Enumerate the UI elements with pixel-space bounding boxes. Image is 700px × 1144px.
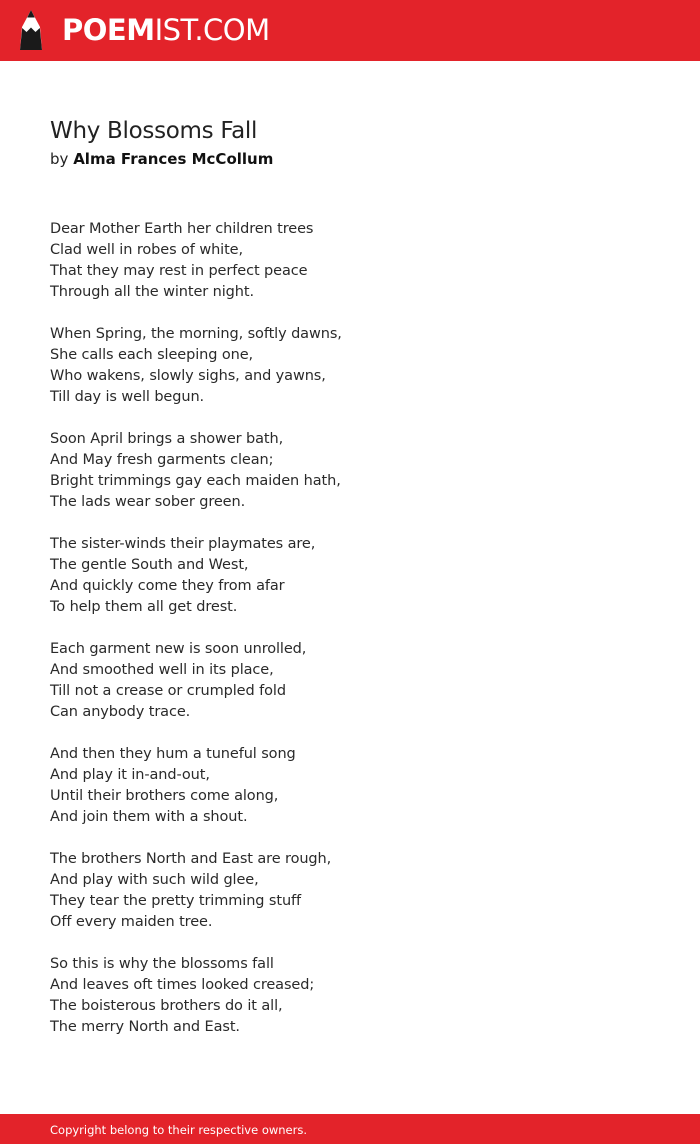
poem-line: When Spring, the morning, softly dawns, — [50, 326, 342, 342]
byline-prefix: by — [50, 150, 69, 168]
poem-title: Why Blossoms Fall — [50, 118, 258, 144]
poem-line: And play with such wild glee, — [50, 872, 259, 888]
poem-line: Until their brothers come along, — [50, 788, 279, 804]
stanza — [50, 639, 650, 723]
stanza — [50, 954, 650, 1038]
poem-line: The sister-winds their playmates are, — [50, 536, 316, 552]
pencil-tip-icon[interactable] — [18, 10, 44, 52]
poem-line: And May fresh garments clean; — [50, 452, 274, 468]
poem-line: And smoothed well in its place, — [50, 662, 274, 678]
poem-line: Till not a crease or crumpled fold — [50, 683, 286, 699]
poem-line: Who wakens, slowly sighs, and yawns, — [50, 368, 326, 384]
byline — [50, 147, 650, 171]
poem-line: And play it in-and-out, — [50, 767, 210, 783]
poem-line: And join them with a shout. — [50, 809, 248, 825]
stanza — [50, 324, 650, 408]
author-name: Alma Frances McCollum — [73, 150, 274, 168]
poem-line: That they may rest in perfect peace — [50, 263, 308, 279]
poem-line: And quickly come they from afar — [50, 578, 285, 594]
poem-line: Dear Mother Earth her children trees — [50, 221, 314, 237]
poem-line: And then they hum a tuneful song — [50, 746, 296, 762]
poem-line: Bright trimmings gay each maiden hath, — [50, 473, 341, 489]
poem-line: The brothers North and East are rough, — [50, 851, 332, 867]
poem-line: Off every maiden tree. — [50, 914, 213, 930]
stanza — [50, 219, 650, 303]
poem-line: Can anybody trace. — [50, 704, 191, 720]
poem-line: She calls each sleeping one, — [50, 347, 254, 363]
poem-line: The boisterous brothers do it all, — [50, 998, 283, 1014]
poem-line: Each garment new is soon unrolled, — [50, 641, 307, 657]
logo-text-bold: POEM — [62, 13, 155, 47]
poem-line: The gentle South and West, — [50, 557, 249, 573]
poem-line: To help them all get drest. — [50, 599, 238, 615]
poem-line: And leaves oft times looked creased; — [50, 977, 315, 993]
poem-line: So this is why the blossoms fall — [50, 956, 274, 972]
poem-line: The merry North and East. — [50, 1019, 240, 1035]
poem-line: Through all the winter night. — [50, 284, 254, 300]
stanza — [50, 849, 650, 933]
poem-heading — [50, 115, 650, 171]
poem-line: Till day is well begun. — [50, 389, 205, 405]
stanza — [50, 534, 650, 618]
stanza — [50, 744, 650, 828]
poem-line: Clad well in robes of white, — [50, 242, 244, 258]
poem-line: The lads wear sober green. — [50, 494, 246, 510]
site-header — [0, 0, 700, 61]
site-footer — [0, 1114, 700, 1144]
poem-line: They tear the pretty trimming stuff — [50, 893, 302, 909]
poem-line: Soon April brings a shower bath, — [50, 431, 284, 447]
copyright-notice: Copyright belong to their respective owners. — [50, 1123, 308, 1137]
poem-body — [50, 219, 650, 1059]
stanza — [50, 429, 650, 513]
site-logo[interactable] — [62, 12, 270, 48]
logo-text-light: IST.COM — [154, 13, 270, 47]
